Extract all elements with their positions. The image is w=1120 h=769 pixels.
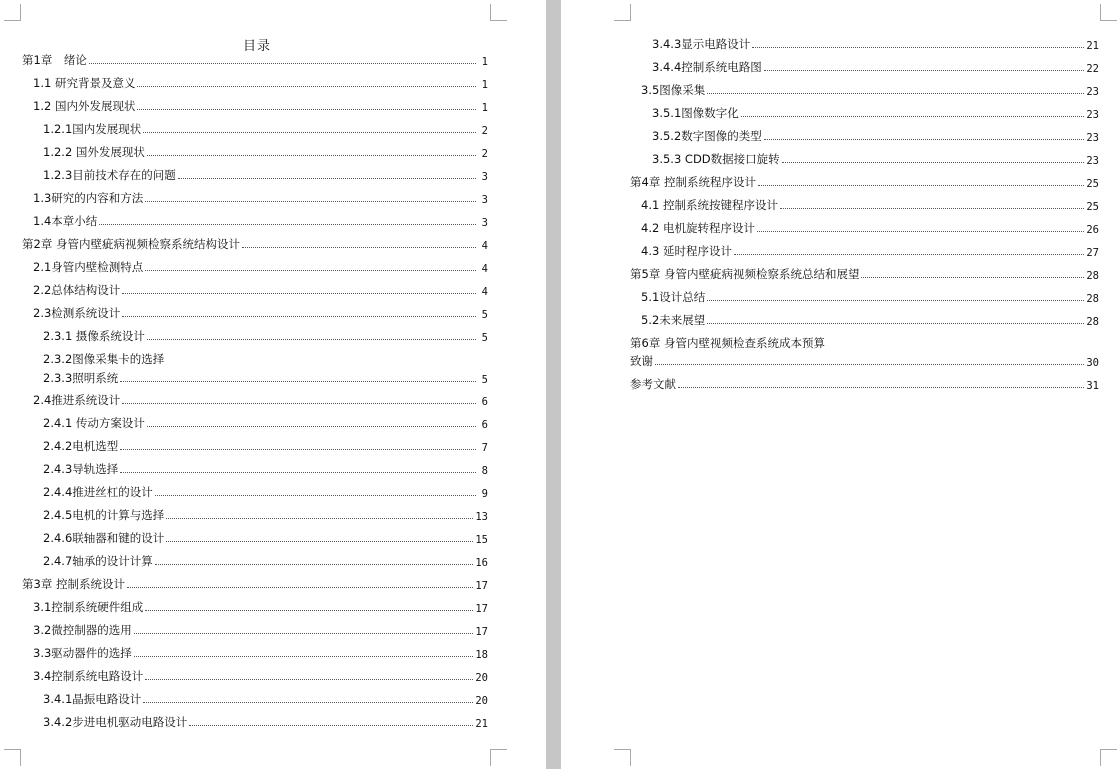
toc-entry-page: 3 — [481, 171, 488, 183]
dot-leader — [122, 316, 476, 317]
dot-leader — [137, 109, 476, 110]
toc-entry-page: 21 — [475, 718, 488, 730]
dot-leader — [655, 364, 1084, 365]
toc-entry-label: 3.4.3显示电路设计 — [652, 37, 751, 51]
toc-entry-3-4-4[interactable] — [652, 57, 1099, 75]
toc-entry-1-4[interactable] — [33, 211, 488, 229]
dot-leader — [707, 323, 1084, 324]
toc-entry-3-5-3[interactable] — [652, 149, 1099, 167]
toc-entry-3-5-1[interactable] — [652, 103, 1099, 121]
toc-entry-page: 2 — [481, 125, 488, 137]
toc-entry-1-1[interactable] — [33, 73, 488, 91]
toc-entry-page: 25 — [1086, 201, 1099, 213]
toc-entry-2-3-2[interactable]: 2.3.2图像采集卡的选择 — [43, 352, 165, 366]
toc-entry-page: 4 — [481, 286, 488, 298]
toc-entry-label: 1.2.1国内发展现状 — [43, 122, 142, 136]
toc-entry-2-3-1[interactable] — [43, 326, 488, 344]
toc-entry-label: 3.5.3 CDD数据接口旋转 — [652, 152, 780, 166]
toc-entry-page: 1 — [481, 79, 488, 91]
crop-mark-bottom-left — [4, 749, 21, 766]
toc-entry-page: 28 — [1086, 270, 1099, 282]
toc-entry-page: 23 — [1086, 132, 1099, 144]
toc-entry-4-3[interactable] — [641, 241, 1099, 259]
toc-entry-page: 17 — [475, 626, 488, 638]
dot-leader — [122, 293, 476, 294]
toc-entry-page: 4 — [481, 240, 488, 252]
crop-mark-bottom-right — [490, 749, 507, 766]
toc-entry-3-5[interactable] — [641, 80, 1099, 98]
toc-entry-page: 23 — [1086, 109, 1099, 121]
crop-mark-top-right — [1100, 4, 1117, 21]
toc-entry-2-4-3[interactable] — [43, 459, 488, 477]
toc-entry-2-1[interactable] — [33, 257, 488, 275]
toc-entry-2-4-4[interactable] — [43, 482, 488, 500]
toc-entry-2-3-3[interactable] — [43, 368, 488, 386]
toc-entry-page: 31 — [1086, 380, 1099, 392]
dot-leader — [134, 633, 474, 634]
toc-entry-label: 第5章 身管内壁疵病视频检察系统总结和展望 — [630, 267, 860, 281]
toc-entry-label: 2.4.4推进丝杠的设计 — [43, 485, 153, 499]
toc-entry-page: 28 — [1086, 293, 1099, 305]
toc-entry-label: 第1章 绪论 — [22, 53, 87, 67]
toc-entry-2-2[interactable] — [33, 280, 488, 298]
toc-entry-acknowledgements[interactable] — [630, 351, 1099, 369]
dot-leader — [741, 116, 1085, 117]
toc-entry-label: 2.4推进系统设计 — [33, 393, 121, 407]
toc-entry-page: 8 — [481, 465, 488, 477]
toc-entry-page: 9 — [481, 488, 488, 500]
toc-entry-label: 2.2总体结构设计 — [33, 283, 121, 297]
toc-entry-page: 22 — [1086, 63, 1099, 75]
toc-entry-label: 1.4本章小结 — [33, 214, 98, 228]
toc-entry-3-1[interactable] — [33, 597, 488, 615]
toc-entry-label: 3.5.2数字图像的类型 — [652, 129, 762, 143]
toc-entry-label: 2.4.6联轴器和键的设计 — [43, 531, 165, 545]
toc-entry-label: 3.5图像采集 — [641, 83, 706, 97]
crop-mark-bottom-left — [614, 749, 631, 766]
toc-entry-page: 28 — [1086, 316, 1099, 328]
dot-leader — [242, 247, 476, 248]
dot-leader — [707, 300, 1084, 301]
toc-entry-3-5-2[interactable] — [652, 126, 1099, 144]
toc-entry-page: 23 — [1086, 155, 1099, 167]
toc-entry-4-1[interactable] — [641, 195, 1099, 213]
toc-entry-label: 2.3.3照明系统 — [43, 371, 119, 385]
dot-leader — [145, 270, 476, 271]
toc-entry-label: 2.4.7轴承的设计计算 — [43, 554, 153, 568]
toc-entry-1-2-1[interactable] — [43, 119, 488, 137]
toc-entry-page: 4 — [481, 263, 488, 275]
toc-entry-label: 4.2 电机旋转程序设计 — [641, 221, 755, 235]
toc-entry-label: 3.4.2步进电机驱动电路设计 — [43, 715, 188, 729]
dot-leader — [166, 518, 473, 519]
toc-title: 目录 — [243, 39, 272, 54]
toc-entry-5-1[interactable] — [641, 287, 1099, 305]
crop-mark-bottom-right — [1100, 749, 1117, 766]
toc-entry-page: 27 — [1086, 247, 1099, 259]
document-page-left — [0, 0, 546, 769]
toc-entry-page: 21 — [1086, 40, 1099, 52]
toc-entry-label: 2.4.3导轨选择 — [43, 462, 119, 476]
toc-entry-page: 15 — [475, 534, 488, 546]
toc-entry-label: 4.1 控制系统按键程序设计 — [641, 198, 778, 212]
toc-entry-label: 第4章 控制系统程序设计 — [630, 175, 756, 189]
toc-entry-page: 5 — [481, 332, 488, 344]
toc-entry-label: 第3章 控制系统设计 — [22, 577, 125, 591]
toc-entry-label: 3.1控制系统硬件组成 — [33, 600, 144, 614]
toc-entry-label: 参考文献 — [630, 377, 676, 391]
toc-entry-chapter-3[interactable] — [22, 574, 488, 592]
dot-leader — [782, 162, 1085, 163]
dot-leader — [145, 201, 476, 202]
toc-entry-2-4-6[interactable] — [43, 528, 488, 546]
toc-entry-page: 26 — [1086, 224, 1099, 236]
dot-leader — [861, 277, 1084, 278]
toc-entry-chapter-1[interactable] — [22, 50, 488, 68]
dot-leader — [147, 339, 476, 340]
toc-entry-label: 2.1身管内壁检测特点 — [33, 260, 144, 274]
toc-entry-page: 6 — [481, 396, 488, 408]
toc-entry-page: 2 — [481, 148, 488, 160]
dot-leader — [780, 208, 1084, 209]
crop-mark-top-right — [490, 4, 507, 21]
toc-entry-page: 17 — [475, 603, 488, 615]
toc-entry-label: 3.2微控制器的选用 — [33, 623, 132, 637]
dot-leader — [155, 564, 474, 565]
dot-leader — [758, 185, 1084, 186]
toc-entry-label: 5.1设计总结 — [641, 290, 706, 304]
toc-entry-page: 1 — [481, 102, 488, 114]
toc-entry-label: 1.2 国内外发展现状 — [33, 99, 136, 113]
toc-entry-references[interactable] — [630, 374, 1099, 392]
toc-entry-1-2-3[interactable] — [43, 165, 488, 183]
toc-entry-label: 致谢 — [630, 354, 653, 368]
toc-entry-2-4[interactable] — [33, 390, 488, 408]
dot-leader — [99, 224, 476, 225]
dot-leader — [189, 725, 473, 726]
page-gutter — [546, 0, 561, 769]
toc-entry-5-2[interactable] — [641, 310, 1099, 328]
toc-entry-page: 5 — [481, 374, 488, 386]
toc-entry-page: 13 — [475, 511, 488, 523]
dot-leader — [145, 679, 473, 680]
dot-leader — [143, 702, 473, 703]
toc-entry-2-4-1[interactable] — [43, 413, 488, 431]
toc-entry-page: 20 — [475, 695, 488, 707]
dot-leader — [147, 155, 476, 156]
toc-entry-label: 3.4.1晶振电路设计 — [43, 692, 142, 706]
dot-leader — [89, 63, 476, 64]
dot-leader — [764, 70, 1085, 71]
toc-entry-label: 1.1 研究背景及意义 — [33, 76, 136, 90]
toc-entry-page: 1 — [481, 56, 488, 68]
toc-entry-chapter-5[interactable] — [630, 264, 1099, 282]
dot-leader — [155, 495, 476, 496]
toc-entry-2-4-7[interactable] — [43, 551, 488, 569]
toc-entry-page: 3 — [481, 217, 488, 229]
toc-entry-4-2[interactable] — [641, 218, 1099, 236]
dot-leader — [122, 403, 476, 404]
toc-entry-label: 3.4控制系统电路设计 — [33, 669, 144, 683]
toc-entry-label: 2.4.1 传动方案设计 — [43, 416, 145, 430]
dot-leader — [120, 381, 476, 382]
crop-mark-top-left — [4, 4, 21, 21]
toc-entry-page: 23 — [1086, 86, 1099, 98]
toc-entry-page: 6 — [481, 419, 488, 431]
toc-entry-label: 3.4.4控制系统电路图 — [652, 60, 762, 74]
toc-entry-page: 3 — [481, 194, 488, 206]
toc-entry-page: 30 — [1086, 357, 1099, 369]
dot-leader — [707, 93, 1084, 94]
dot-leader — [143, 132, 476, 133]
dot-leader — [764, 139, 1085, 140]
toc-entry-page: 18 — [475, 649, 488, 661]
toc-entry-1-3[interactable] — [33, 188, 488, 206]
dot-leader — [147, 426, 476, 427]
toc-entry-3-4-3[interactable] — [652, 34, 1099, 52]
toc-entry-page: 20 — [475, 672, 488, 684]
toc-entry-1-2[interactable] — [33, 96, 488, 114]
toc-entry-label: 2.4.2电机选型 — [43, 439, 119, 453]
document-page-right — [561, 0, 1120, 769]
toc-entry-label: 2.4.5电机的计算与选择 — [43, 508, 165, 522]
toc-entry-page: 5 — [481, 309, 488, 321]
toc-entry-label: 4.3 延时程序设计 — [641, 244, 732, 258]
dot-leader — [120, 472, 476, 473]
dot-leader — [166, 541, 473, 542]
toc-entry-3-4-1[interactable] — [43, 689, 488, 707]
toc-entry-chapter-2[interactable] — [22, 234, 488, 252]
dot-leader — [678, 387, 1084, 388]
dot-leader — [178, 178, 476, 179]
dot-leader — [137, 86, 476, 87]
toc-entry-chapter-6[interactable]: 第6章 身管内壁视频检查系统成本预算 — [630, 336, 825, 350]
toc-entry-label: 1.2.2 国外发展现状 — [43, 145, 145, 159]
dot-leader — [734, 254, 1084, 255]
toc-entry-label: 3.3驱动器件的选择 — [33, 646, 132, 660]
dot-leader — [752, 47, 1084, 48]
toc-entry-label: 1.3研究的内容和方法 — [33, 191, 144, 205]
toc-entry-3-4-2[interactable] — [43, 712, 488, 730]
toc-entry-page: 7 — [481, 442, 488, 454]
toc-entry-label: 5.2未来展望 — [641, 313, 706, 327]
dot-leader — [127, 587, 473, 588]
toc-entry-3-2[interactable] — [33, 620, 488, 638]
toc-entry-2-3[interactable] — [33, 303, 488, 321]
toc-entry-chapter-4[interactable] — [630, 172, 1099, 190]
dot-leader — [757, 231, 1084, 232]
toc-entry-label: 3.5.1图像数字化 — [652, 106, 739, 120]
dot-leader — [145, 610, 473, 611]
toc-entry-page: 16 — [475, 557, 488, 569]
toc-entry-label: 2.3检测系统设计 — [33, 306, 121, 320]
toc-entry-2-4-2[interactable] — [43, 436, 488, 454]
toc-entry-label: 2.3.1 摄像系统设计 — [43, 329, 145, 343]
dot-leader — [120, 449, 476, 450]
dot-leader — [134, 656, 474, 657]
toc-entry-label: 第2章 身管内壁疵病视频检察系统结构设计 — [22, 237, 240, 251]
toc-entry-1-2-2[interactable] — [43, 142, 488, 160]
crop-mark-top-left — [614, 4, 631, 21]
toc-entry-2-4-5[interactable] — [43, 505, 488, 523]
toc-entry-page: 17 — [475, 580, 488, 592]
toc-entry-3-3[interactable] — [33, 643, 488, 661]
toc-entry-3-4[interactable] — [33, 666, 488, 684]
toc-entry-label: 1.2.3目前技术存在的问题 — [43, 168, 176, 182]
toc-entry-page: 25 — [1086, 178, 1099, 190]
